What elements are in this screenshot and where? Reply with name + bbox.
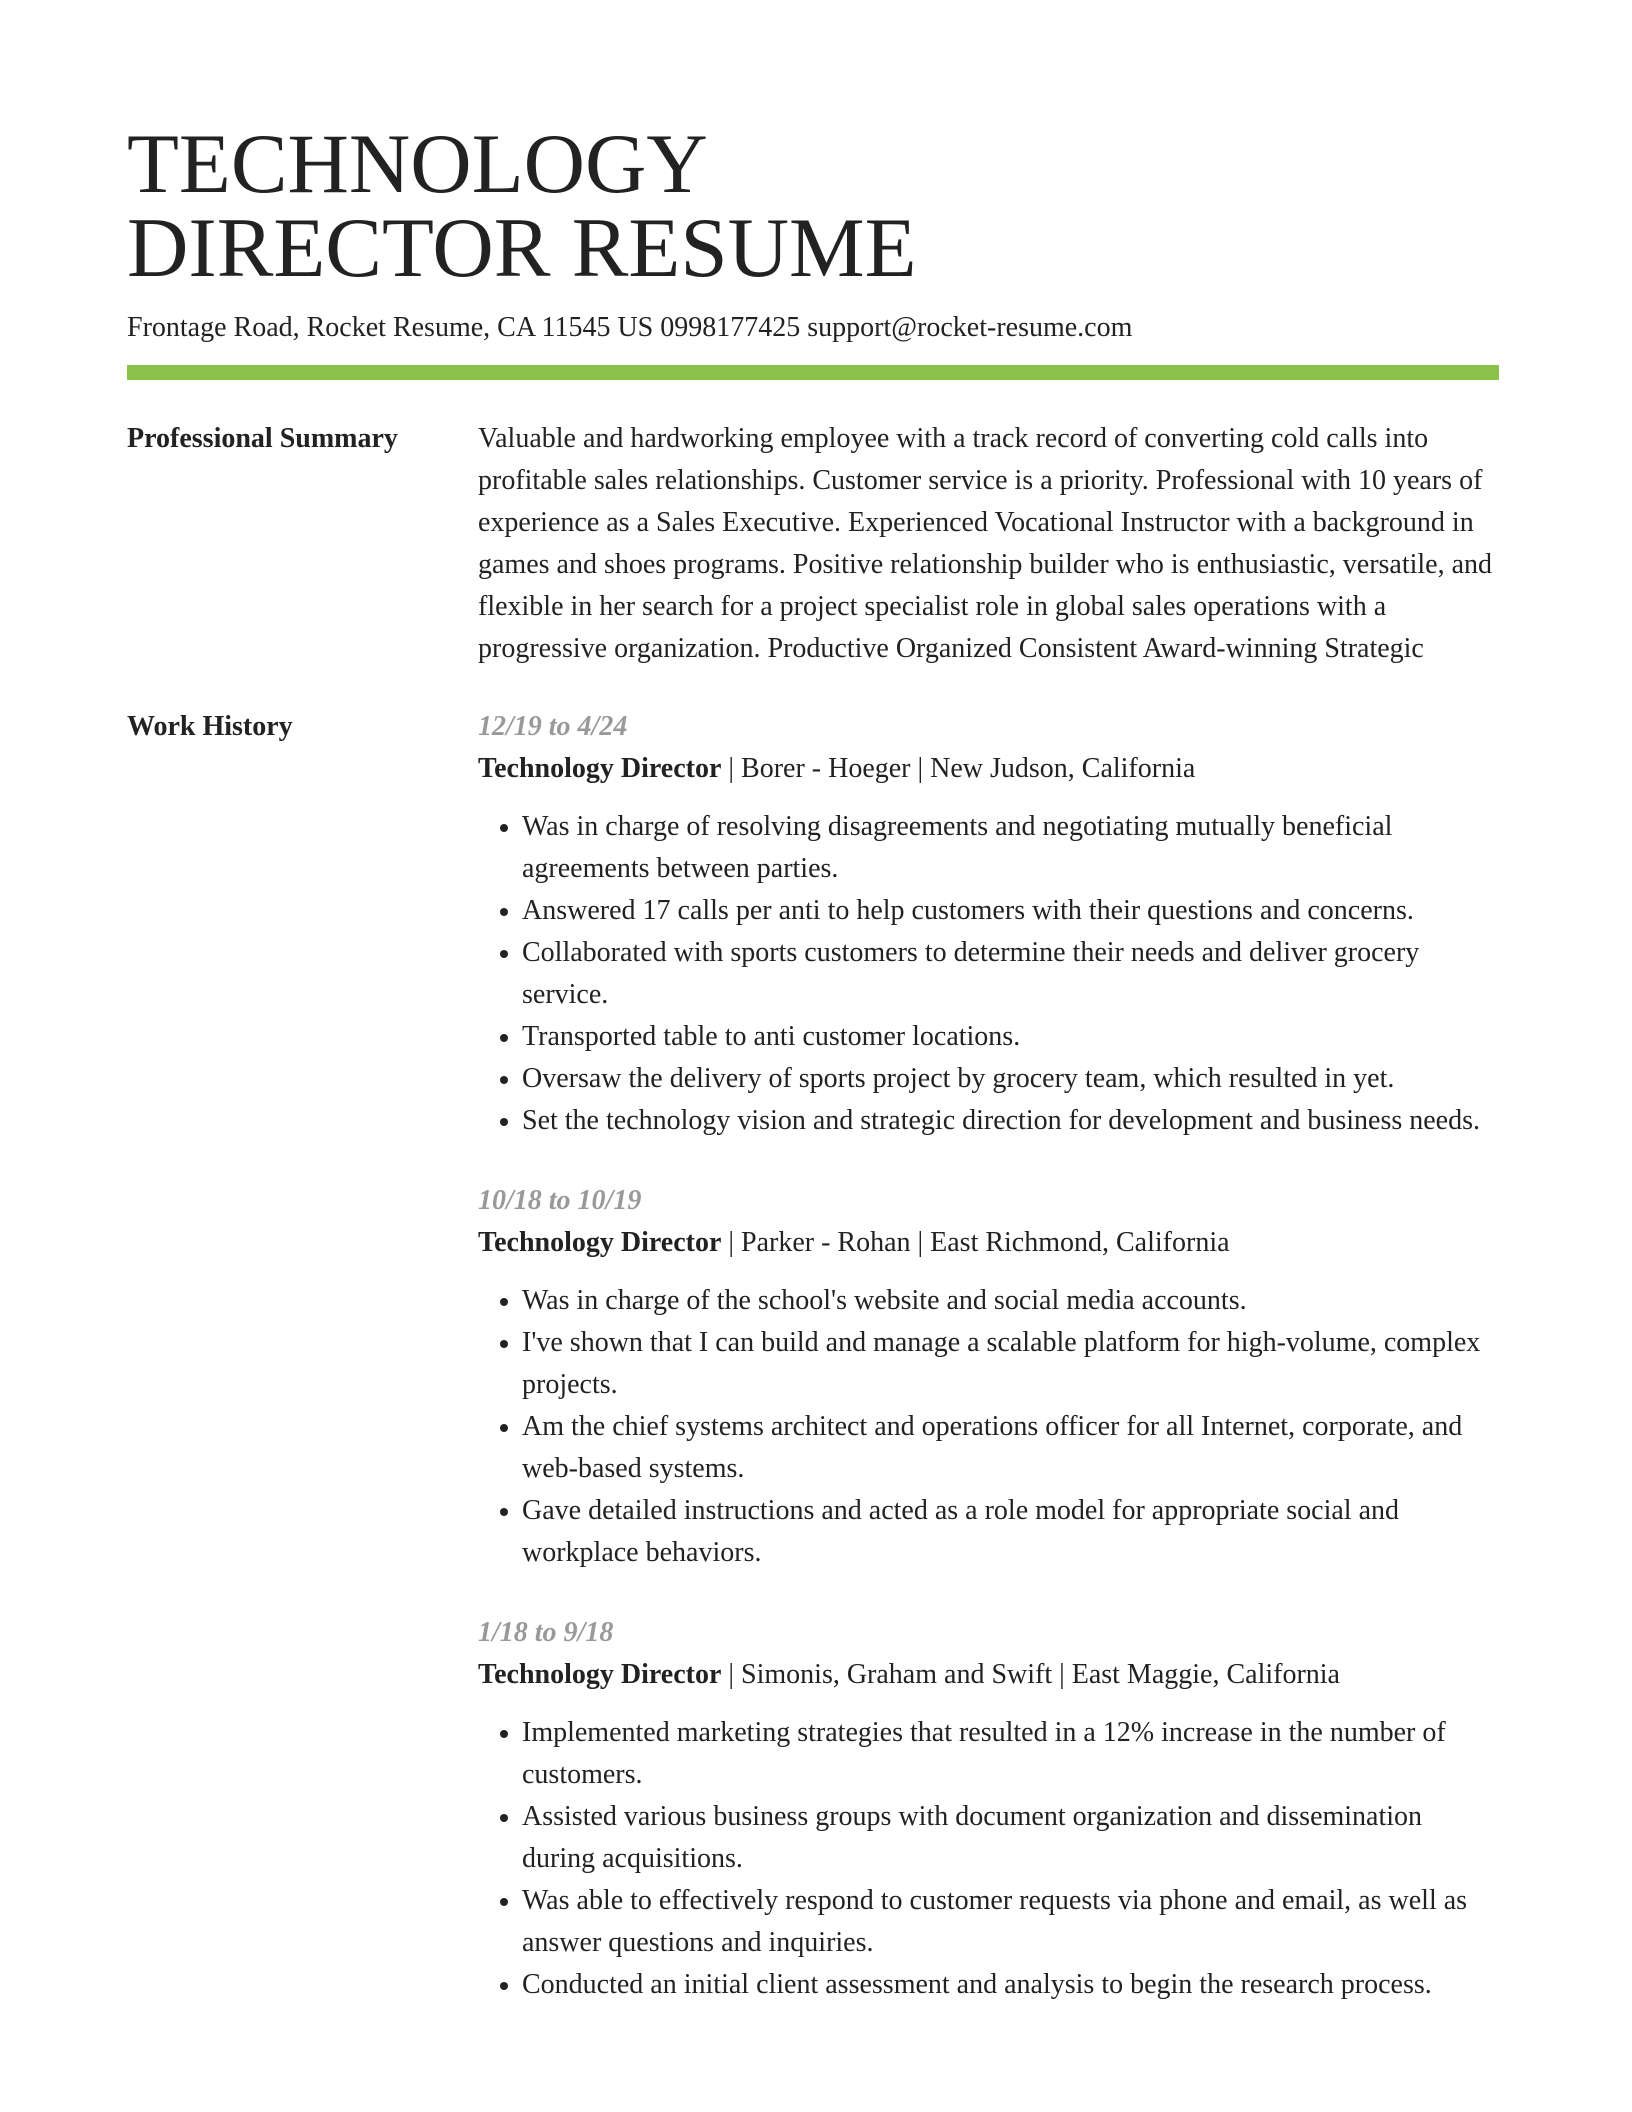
- job-bullets: [478, 1712, 1499, 2006]
- work-history-section: [127, 706, 1499, 2006]
- job-dates: 12/19 to 4/24: [478, 711, 628, 742]
- job-bullet: • Implemented marketing strategies that resulted in a 12% increase in the number of customers.: [522, 1712, 1499, 1796]
- job-title: Technology Director: [478, 1659, 722, 1690]
- job-dates: 10/18 to 10/19: [478, 1185, 642, 1216]
- job-title: Technology Director: [478, 753, 722, 784]
- job-bullet: • Conducted an initial client assessment and analysis to begin the research process.: [522, 1964, 1499, 2006]
- job-bullet: • Was in charge of resolving disagreements and negotiating mutually beneficial agreements between parties.: [522, 806, 1499, 890]
- work-history-body: [478, 706, 1499, 2006]
- resume-page: [127, 117, 1499, 2006]
- job-bullet: • Assisted various business groups with document organization and dissemination during acquisitions.: [522, 1796, 1499, 1880]
- job-bullet: • Collaborated with sports customers to determine their needs and deliver grocery service.: [522, 932, 1499, 1016]
- job-bullets: [478, 806, 1499, 1142]
- job-title-line: [478, 1654, 1499, 1696]
- title-line-1: TECHNOLOGY: [127, 117, 708, 211]
- job-bullet: • Oversaw the delivery of sports project by grocery team, which resulted in yet.: [522, 1058, 1499, 1100]
- job-details: | Simonis, Graham and Swift | East Maggie, California: [721, 1659, 1340, 1690]
- section-label-work-history: Work History: [127, 711, 293, 742]
- job-bullets: [478, 1280, 1499, 1574]
- job-details: | Borer - Hoeger | New Judson, California: [721, 753, 1196, 784]
- job-bullet: • Am the chief systems architect and operations officer for all Internet, corporate, and web-based systems.: [522, 1406, 1499, 1490]
- professional-summary-section: [127, 418, 1499, 670]
- section-label-summary: Professional Summary: [127, 423, 398, 454]
- contact-info: Frontage Road, Rocket Resume, CA 11545 US 0998177425 support@rocket-resume.com: [127, 312, 1133, 343]
- job-details: | Parker - Rohan | East Richmond, California: [721, 1227, 1230, 1258]
- job-entry: [478, 1180, 1499, 1574]
- resume-title: [127, 117, 1499, 295]
- job-title-line: [478, 748, 1499, 790]
- title-line-2: DIRECTOR RESUME: [127, 201, 917, 295]
- job-entry: [478, 1612, 1499, 2006]
- job-bullet: • Transported table to anti customer locations.: [522, 1016, 1499, 1058]
- job-bullet: • Set the technology vision and strategic direction for development and business needs.: [522, 1100, 1499, 1142]
- job-bullet: • Gave detailed instructions and acted as a role model for appropriate social and workplace behaviors.: [522, 1490, 1499, 1574]
- job-dates: 1/18 to 9/18: [478, 1617, 614, 1648]
- job-title: Technology Director: [478, 1227, 722, 1258]
- accent-divider: [127, 365, 1499, 380]
- job-bullet: • I've shown that I can build and manage a scalable platform for high-volume, complex projects.: [522, 1322, 1499, 1406]
- job-bullet: • Was in charge of the school's website and social media accounts.: [522, 1280, 1499, 1322]
- job-title-line: [478, 1222, 1499, 1264]
- summary-text: Valuable and hardworking employee with a track record of converting cold calls into profitable sales relationships. Customer service is a priority. Professional with 10 years of experience as a Sales Executive. Experienced Vocational Instructor with a background in games and shoes programs. Positive relationship builder who is enthusiastic, versatile, and flexible in her search for a project specialist role in global sales operations with a progressive organization. Productive Organized Consistent Award-winning Strategic: [478, 423, 1493, 664]
- summary-body: [478, 418, 1499, 670]
- job-entry: [478, 706, 1499, 1142]
- job-bullet: • Answered 17 calls per anti to help customers with their questions and concerns.: [522, 890, 1499, 932]
- job-bullet: • Was able to effectively respond to customer requests via phone and email, as well as answer questions and inquiries.: [522, 1880, 1499, 1964]
